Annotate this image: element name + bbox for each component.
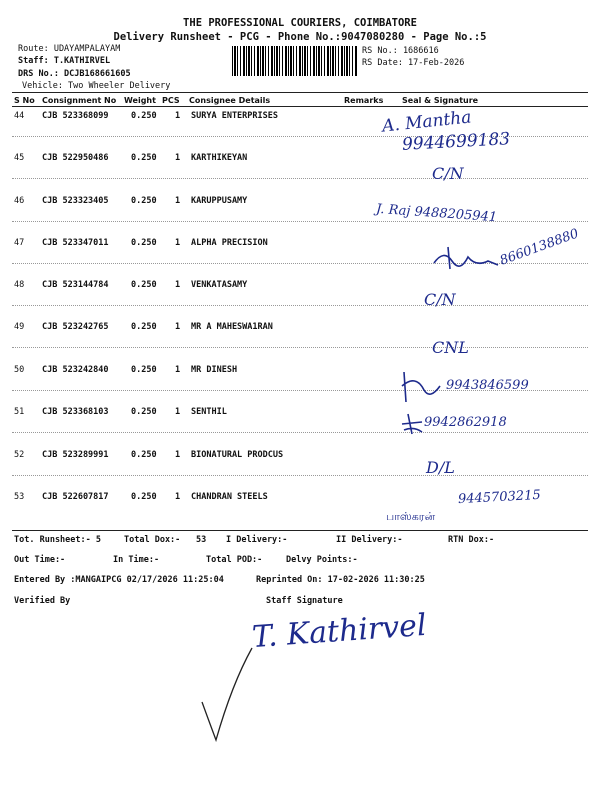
row-pcs: 1 <box>175 450 181 460</box>
signature-scribble <box>430 243 500 273</box>
col-weight: Weight <box>124 96 156 105</box>
row-pcs: 1 <box>175 322 181 332</box>
row-consignee: ALPHA PRECISION <box>191 238 268 248</box>
row-weight: 0.250 <box>131 407 157 417</box>
row-weight: 0.250 <box>131 111 157 121</box>
row-pcs: 1 <box>175 280 181 290</box>
handwritten-note: C/N <box>432 164 464 183</box>
row-consignment-no: CJB 523347011 <box>42 238 109 248</box>
row-pcs: 1 <box>175 196 181 206</box>
row-consignee: CHANDRAN STEELS <box>191 492 268 502</box>
total-runsheet: Tot. Runsheet:- 5 <box>14 535 101 545</box>
row-pcs: 1 <box>175 238 181 248</box>
delivery-points: Delvy Points:- <box>286 555 358 565</box>
i-delivery: I Delivery:- <box>226 535 288 545</box>
row-sno: 48 <box>14 280 25 290</box>
row-consignment-no: CJB 523368099 <box>42 111 109 121</box>
company-title: THE PROFESSIONAL COURIERS, COIMBATORE <box>183 17 417 29</box>
row-weight: 0.250 <box>131 280 157 290</box>
row-sno: 44 <box>14 111 25 121</box>
route-label: Route: UDAYAMPALAYAM <box>18 44 121 54</box>
handwritten-phone: 9943846599 <box>446 378 529 393</box>
row-pcs: 1 <box>175 407 181 417</box>
row-divider <box>12 221 588 222</box>
vehicle-label: Vehicle: Two Wheeler Delivery <box>22 81 171 91</box>
total-dox-value: 53 <box>196 535 207 545</box>
table-bottom-rule <box>12 530 588 531</box>
row-pcs: 1 <box>175 365 181 375</box>
rs-number: RS No.: 1686616 <box>362 46 439 56</box>
verified-by: Verified By <box>14 596 71 606</box>
row-weight: 0.250 <box>131 450 157 460</box>
reprinted-on: Reprinted On: 17-02-2026 11:30:25 <box>256 575 425 585</box>
handwritten-note: C/N <box>424 290 456 309</box>
total-dox-label: Total Dox:- <box>124 535 181 545</box>
row-divider <box>12 475 588 476</box>
row-consignment-no: CJB 523289991 <box>42 450 109 460</box>
ii-delivery: II Delivery:- <box>336 535 403 545</box>
rs-date: RS Date: 17-Feb-2026 <box>362 58 465 68</box>
header-bottom-rule <box>12 106 588 107</box>
row-pcs: 1 <box>175 492 181 502</box>
row-sno: 51 <box>14 407 25 417</box>
row-consignment-no: CJB 523242765 <box>42 322 109 332</box>
row-consignee: BIONATURAL PRODCUS <box>191 450 284 460</box>
row-divider <box>12 347 588 348</box>
handwritten-note: D/L <box>426 458 455 477</box>
row-consignment-no: CJB 523323405 <box>42 196 109 206</box>
row-consignee: SENTHIL <box>191 407 227 417</box>
barcode <box>232 46 358 76</box>
handwritten-note: CNL <box>432 338 469 357</box>
row-sno: 45 <box>14 153 25 163</box>
runsheet-title: Delivery Runsheet - PCG - Phone No.:9047080280 - Page No.:5 <box>113 31 487 43</box>
row-consignee: KARTHIKEYAN <box>191 153 248 163</box>
staff-label: Staff: T.KATHIRVEL <box>18 56 111 66</box>
staff-signature: T. Kathirvel <box>250 607 428 656</box>
row-sno: 53 <box>14 492 25 502</box>
row-weight: 0.250 <box>131 365 157 375</box>
col-consignment: Consignment No <box>42 96 117 105</box>
rtn-dox: RTN Dox:- <box>448 535 495 545</box>
row-sno: 49 <box>14 322 25 332</box>
row-weight: 0.250 <box>131 492 157 502</box>
row-consignee: SURYA ENTERPRISES <box>191 111 278 121</box>
row-pcs: 1 <box>175 153 181 163</box>
total-pod: Total POD:- <box>206 555 263 565</box>
row-consignee: MR A MAHESWA1RAN <box>191 322 273 332</box>
entered-by: Entered By :MANGAIPCG 02/17/2026 11:25:04 <box>14 575 224 585</box>
handwritten-phone: 9944699183 <box>401 129 511 155</box>
row-divider <box>12 178 588 179</box>
row-consignee: VENKATASAMY <box>191 280 248 290</box>
col-consignee: Consignee Details <box>189 96 271 105</box>
handwritten-signature: A. Mantha <box>381 107 473 137</box>
row-consignment-no: CJB 522950486 <box>42 153 109 163</box>
row-consignment-no: CJB 522607817 <box>42 492 109 502</box>
signature-scribble <box>398 368 444 408</box>
out-time: Out Time:- <box>14 555 66 565</box>
row-pcs: 1 <box>175 111 181 121</box>
handwritten-signature: J. Raj 9488205941 <box>375 201 498 226</box>
row-weight: 0.250 <box>131 322 157 332</box>
handwritten-phone: 9942862918 <box>424 415 507 430</box>
header-top-rule <box>12 92 588 93</box>
handwritten-phone: 9445703215 <box>457 487 542 508</box>
handwritten-phone: 8660138880 <box>497 226 581 269</box>
row-sno: 50 <box>14 365 25 375</box>
row-consignment-no: CJB 523144784 <box>42 280 109 290</box>
row-divider <box>12 432 588 433</box>
row-consignee: KARUPPUSAMY <box>191 196 248 206</box>
col-seal-signature: Seal & Signature <box>402 96 479 105</box>
row-weight: 0.250 <box>131 238 157 248</box>
signature-scribble <box>400 412 426 436</box>
row-divider <box>12 305 588 306</box>
row-sno: 47 <box>14 238 25 248</box>
col-remarks: Remarks <box>344 96 384 105</box>
row-weight: 0.250 <box>131 153 157 163</box>
handwritten-signature: பாஸ்கரன் <box>386 510 436 523</box>
drs-number: DRS No.: DCJB168661605 <box>18 69 131 79</box>
col-sno: S No <box>14 96 35 105</box>
row-weight: 0.250 <box>131 196 157 206</box>
row-sno: 52 <box>14 450 25 460</box>
in-time: In Time:- <box>113 555 160 565</box>
row-consignee: MR DINESH <box>191 365 238 375</box>
row-sno: 46 <box>14 196 25 206</box>
row-consignment-no: CJB 523242840 <box>42 365 109 375</box>
verification-tick-mark <box>196 644 256 746</box>
staff-signature-label: Staff Signature <box>266 596 343 606</box>
col-pcs: PCS <box>162 96 180 105</box>
row-consignment-no: CJB 523368103 <box>42 407 109 417</box>
